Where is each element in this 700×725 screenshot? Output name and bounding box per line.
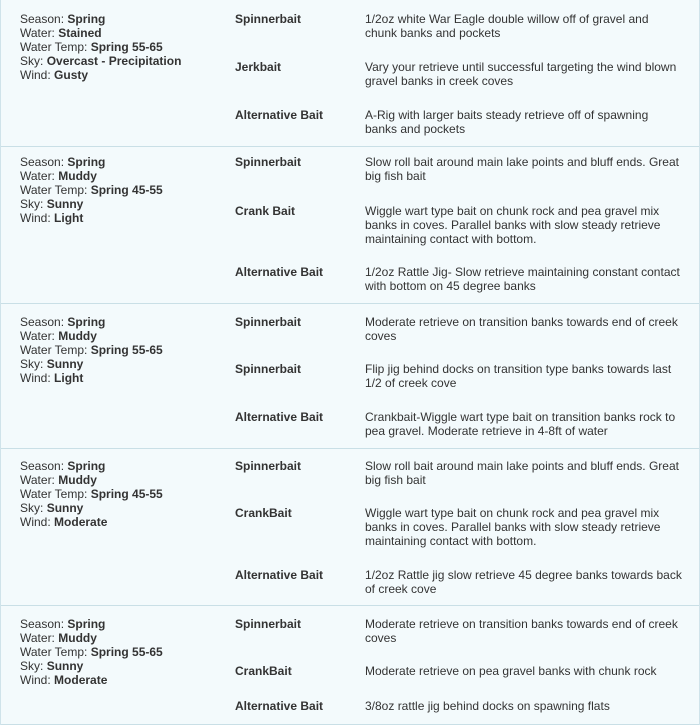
sky-value: Overcast - Precipitation (46, 54, 182, 68)
bait-name: Spinnerbait (235, 315, 302, 329)
sky-line: Sky: Overcast - Precipitation (20, 54, 182, 68)
bait-description: 1/2oz white War Eagle double willow off of gravel and chunk banks and pockets (365, 12, 649, 40)
bait-name: Alternative Bait (235, 568, 324, 582)
conditions-cell (1, 606, 221, 724)
bait-name: Alternative Bait (235, 699, 324, 713)
sky-line: Sky: Sunny (20, 659, 84, 673)
bait-name: Crank Bait (235, 204, 296, 218)
water-temp-line: Water Temp: Spring 55-65 (20, 40, 163, 54)
bait-description: 3/8oz rattle jig behind docks on spawning flats (365, 699, 610, 713)
water-line: Water: Muddy (20, 329, 97, 343)
wind-line: Wind: Light (20, 371, 84, 385)
baits-cell (221, 147, 699, 303)
sky-value: Sunny (46, 501, 84, 515)
baits-cell (221, 606, 699, 724)
water-temp-value: Spring 45-55 (90, 183, 163, 197)
sky-line: Sky: Sunny (20, 357, 84, 371)
bait-name: Spinnerbait (235, 155, 302, 169)
water-temp-line: Water Temp: Spring 45-55 (20, 183, 163, 197)
sky-line: Sky: Sunny (20, 197, 84, 211)
water-temp-line: Water Temp: Spring 55-65 (20, 645, 163, 659)
water-line: Water: Muddy (20, 631, 97, 645)
bait-description: Wiggle wart type bait on chunk rock and pea gravel mix banks in coves. Parallel banks with slow steady retrieve maintaining contact with bottom. (365, 506, 661, 548)
conditions-cell (1, 147, 221, 303)
wind-value: Gusty (54, 68, 89, 82)
bait-description: 1/2oz Rattle Jig- Slow retrieve maintaining constant contact with bottom on 45 degree banks (365, 265, 680, 293)
baits-cell (221, 449, 699, 605)
season-line: Season: Spring (20, 617, 106, 631)
wind-value: Light (54, 371, 84, 385)
condition-group (1, 449, 699, 606)
water-temp-value: Spring 45-55 (90, 487, 163, 501)
bait-name: Spinnerbait (235, 459, 302, 473)
water-line: Water: Muddy (20, 473, 97, 487)
wind-value: Moderate (54, 673, 108, 687)
baits-cell (221, 0, 699, 146)
season-line: Season: Spring (20, 315, 106, 329)
water-value: Muddy (58, 631, 97, 645)
season-value: Spring (67, 459, 106, 473)
wind-line: Wind: Moderate (20, 515, 108, 529)
bait-name: CrankBait (235, 506, 292, 520)
conditions-cell (1, 304, 221, 448)
bait-description: Slow roll bait around main lake points and bluff ends. Great big fish bait (365, 155, 679, 183)
bait-description: Moderate retrieve on transition banks towards end of creek coves (365, 315, 678, 343)
water-line: Water: Stained (20, 26, 102, 40)
bait-name: Spinnerbait (235, 12, 302, 26)
season-value: Spring (67, 155, 106, 169)
sky-value: Sunny (46, 659, 84, 673)
water-value: Muddy (58, 329, 97, 343)
bait-description: Slow roll bait around main lake points and bluff ends. Great big fish bait (365, 459, 679, 487)
wind-value: Moderate (54, 515, 108, 529)
bait-name: Spinnerbait (235, 362, 302, 376)
water-temp-line: Water Temp: Spring 55-65 (20, 343, 163, 357)
sky-value: Sunny (46, 357, 84, 371)
water-value: Muddy (58, 169, 97, 183)
water-temp-value: Spring 55-65 (90, 645, 163, 659)
water-temp-line: Water Temp: Spring 45-55 (20, 487, 163, 501)
bait-description: Moderate retrieve on pea gravel banks with chunk rock (365, 664, 657, 678)
wind-value: Light (54, 211, 84, 225)
condition-group (1, 304, 699, 449)
bait-description: A-Rig with larger baits steady retrieve off of spawning banks and pockets (365, 108, 649, 136)
condition-group (1, 606, 699, 725)
season-value: Spring (67, 315, 106, 329)
water-value: Stained (58, 26, 102, 40)
bait-name: CrankBait (235, 664, 292, 678)
water-line: Water: Muddy (20, 169, 97, 183)
water-value: Muddy (58, 473, 97, 487)
sky-line: Sky: Sunny (20, 501, 84, 515)
bait-description: Crankbait-Wiggle wart type bait on transition banks rock to pea gravel. Moderate retrieve in 4-8ft of water (365, 410, 676, 438)
bait-description: Wiggle wart type bait on chunk rock and pea gravel mix banks in coves. Parallel banks with slow steady retrieve maintaining contact with bottom. (365, 204, 661, 246)
wind-line: Wind: Gusty (20, 68, 89, 82)
bait-name: Alternative Bait (235, 265, 324, 279)
bait-name: Jerkbait (235, 60, 282, 74)
season-line: Season: Spring (20, 459, 106, 473)
season-value: Spring (67, 617, 106, 631)
bait-name: Spinnerbait (235, 617, 302, 631)
season-line: Season: Spring (20, 155, 106, 169)
wind-line: Wind: Light (20, 211, 84, 225)
condition-group (1, 147, 699, 304)
bait-description: 1/2oz Rattle jig slow retrieve 45 degree banks towards back of creek cove (365, 568, 682, 596)
water-temp-value: Spring 55-65 (90, 343, 163, 357)
season-line: Season: Spring (20, 12, 106, 26)
bait-description: Moderate retrieve on transition banks towards end of creek coves (365, 617, 678, 645)
bait-name: Alternative Bait (235, 410, 324, 424)
bait-description: Vary your retrieve until successful targeting the wind blown gravel banks in creek coves (365, 60, 677, 88)
bait-description: Flip jig behind docks on transition type banks towards last 1/2 of creek cove (365, 362, 672, 390)
water-temp-value: Spring 55-65 (90, 40, 163, 54)
conditions-cell (1, 0, 221, 146)
sky-value: Sunny (46, 197, 84, 211)
wind-line: Wind: Moderate (20, 673, 108, 687)
baits-cell (221, 304, 699, 448)
bait-name: Alternative Bait (235, 108, 324, 122)
season-value: Spring (67, 12, 106, 26)
condition-group (1, 0, 699, 147)
conditions-cell (1, 449, 221, 605)
